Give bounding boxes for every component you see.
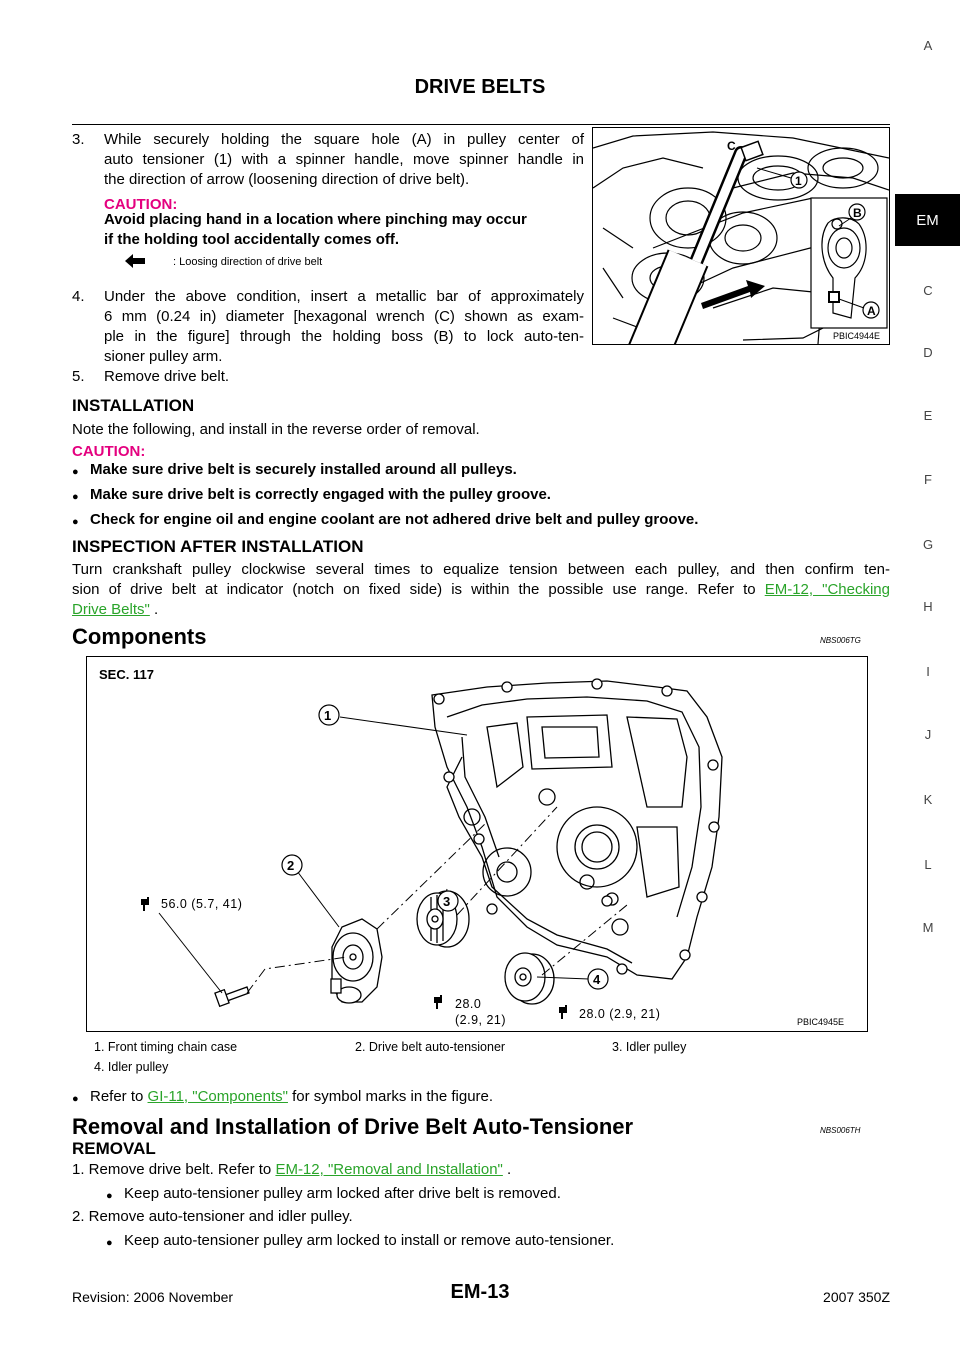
side-index-h[interactable]: H (923, 599, 933, 614)
step4-line3: ple in the figure] through the holding boss (B) to lock auto-ten- (104, 328, 584, 345)
installation-caution-label: CAUTION: (72, 443, 146, 460)
tensioner-illustration (593, 128, 889, 344)
step3-line2: auto tensioner (1) with a spinner handle, move spinner handle in (104, 151, 584, 168)
step5-text: Remove drive belt. (104, 368, 230, 385)
legend-item-3: 3. Idler pulley (612, 1040, 687, 1054)
step3-caution-line1: Avoid placing hand in a location where pinching may occur (104, 211, 527, 228)
torque-idler-line1: 28.0 (455, 997, 482, 1011)
side-index-em-tab[interactable]: EM (895, 194, 960, 246)
components-illustration (87, 657, 867, 1031)
components-note-suffix: for symbol marks in the figure. (287, 1088, 494, 1105)
tensioner-step1-text: 1. Remove drive belt. Refer to (72, 1161, 276, 1178)
torque-wrench-icon (557, 1005, 577, 1021)
installation-bullet-2: ● Make sure drive belt is correctly engaged with the pulley groove. (90, 485, 551, 505)
tensioner-step1-bullet: ● Keep auto-tensioner pulley arm locked after drive belt is removed. (124, 1184, 561, 1204)
side-index-f[interactable]: F (924, 472, 932, 487)
link-em12-checking-drive-belts-cont[interactable]: Drive Belts" (72, 601, 150, 618)
installation-bullet-3: ● Check for engine oil and engine coolant are not adhered drive belt and pulley groove. (90, 510, 698, 530)
installation-heading: INSTALLATION (72, 396, 195, 415)
inspection-line2 (72, 580, 890, 600)
callout-2: 2 (287, 858, 295, 873)
label-a: A (867, 304, 876, 318)
step4-number: 4. (72, 288, 85, 305)
link-em12-removal-installation[interactable]: EM-12, "Removal and Installation" (275, 1161, 503, 1178)
step3-text (104, 130, 584, 190)
side-index-e[interactable]: E (923, 408, 933, 423)
side-index-m[interactable]: M (922, 920, 934, 935)
callout-3: 3 (443, 894, 451, 909)
installation-bullet-1: ● Make sure drive belt is securely installed around all pulleys. (90, 460, 517, 480)
step4-line1: Under the above condition, insert a metallic bar of approximately (104, 288, 584, 305)
legend-item-1: 1. Front timing chain case (94, 1040, 238, 1054)
figure2-code: PBIC4945E (797, 1017, 845, 1027)
inspection-line1: Turn crankshaft pulley clockwise several times to equalize tension between each pulley, and then confirm ten- (72, 561, 890, 578)
callout-4: 4 (593, 972, 601, 987)
left-arrow-icon (125, 254, 147, 268)
tensioner-step1-suffix: . (502, 1161, 512, 1178)
legend-item-2: 2. Drive belt auto-tensioner (355, 1040, 506, 1054)
footer-model: 2007 350Z (823, 1289, 890, 1305)
figure-tensioner-lock (592, 127, 890, 345)
link-gi11-components[interactable]: GI-11, "Components" (147, 1088, 288, 1105)
torque-wrench-icon (432, 995, 452, 1011)
inspection-paragraph (72, 560, 890, 620)
label-b: B (853, 206, 862, 220)
header-rule (72, 124, 890, 125)
step4-line4: sioner pulley arm. (104, 348, 223, 365)
step3-line3: the direction of arrow (loosening direction of drive belt). (104, 171, 470, 188)
side-index-d[interactable]: D (923, 345, 933, 360)
callout-1: 1 (324, 708, 332, 723)
tensioner-step2: 2. Remove auto-tensioner and idler pulley. (72, 1208, 353, 1225)
step3-caution-line2: if the holding tool accidentally comes off. (104, 231, 400, 248)
components-note (90, 1087, 493, 1107)
figure-section: SEC. 117 (99, 667, 154, 682)
torque-bolt: 56.0 (5.7, 41) (161, 897, 243, 911)
link-em12-checking-drive-belts[interactable]: EM-12, "Checking (764, 581, 890, 598)
components-note-prefix: Refer to (90, 1088, 148, 1105)
step3-caution-text (104, 210, 527, 250)
footer-page-number: EM-13 (450, 1281, 510, 1303)
step5-number: 5. (72, 368, 85, 385)
side-index-a[interactable]: A (923, 38, 933, 53)
step4-text (104, 287, 584, 367)
callout-1-fig1: 1 (795, 174, 802, 188)
side-index-l[interactable]: L (924, 857, 932, 872)
torque-wrench-icon (139, 897, 159, 913)
components-heading: Components (72, 624, 207, 649)
tensioner-step1 (72, 1160, 511, 1180)
label-c: C (727, 139, 736, 153)
footer-revision: Revision: 2006 November (72, 1289, 234, 1305)
side-index-c[interactable]: C (923, 283, 933, 298)
torque-idler-line2: (2.9, 21) (455, 1013, 507, 1027)
tensioner-heading: Removal and Installation of Drive Belt Auto-Tensioner (72, 1114, 634, 1139)
figure-components (86, 656, 868, 1032)
side-index-k[interactable]: K (923, 792, 933, 807)
inspection-line2-text: sion of drive belt at indicator (notch on fixed side) is within the possible use range. Refer to (72, 581, 765, 598)
removal-heading: REMOVAL (72, 1139, 156, 1158)
inspection-heading: INSPECTION AFTER INSTALLATION (72, 537, 364, 556)
step4-line2: 6 mm (0.24 in) diameter [hexagonal wrench (C) shown as exam- (104, 308, 584, 325)
side-index-g[interactable]: G (922, 537, 934, 552)
components-code: NBS006TG (820, 636, 861, 645)
installation-intro: Note the following, and install in the reverse order of removal. (72, 421, 480, 438)
step3-line1: While securely holding the square hole (A) in pulley center of (104, 131, 584, 148)
legend-item-4: 4. Idler pulley (94, 1060, 169, 1074)
step3-number: 3. (72, 131, 85, 148)
tensioner-step2-bullet: ● Keep auto-tensioner pulley arm locked to install or remove auto-tensioner. (124, 1231, 614, 1251)
torque-pulley4: 28.0 (2.9, 21) (579, 1007, 661, 1021)
arrow-legend-text: : Loosing direction of drive belt (173, 256, 323, 268)
side-index-i[interactable]: I (926, 664, 930, 679)
side-index-j[interactable]: J (924, 727, 932, 742)
step3-caution-label: CAUTION: (104, 196, 178, 213)
page-title: DRIVE BELTS (414, 76, 546, 98)
figure1-code: PBIC4944E (833, 331, 881, 341)
tensioner-code: NBS006TH (820, 1126, 861, 1135)
inspection-suffix: . (149, 601, 159, 618)
